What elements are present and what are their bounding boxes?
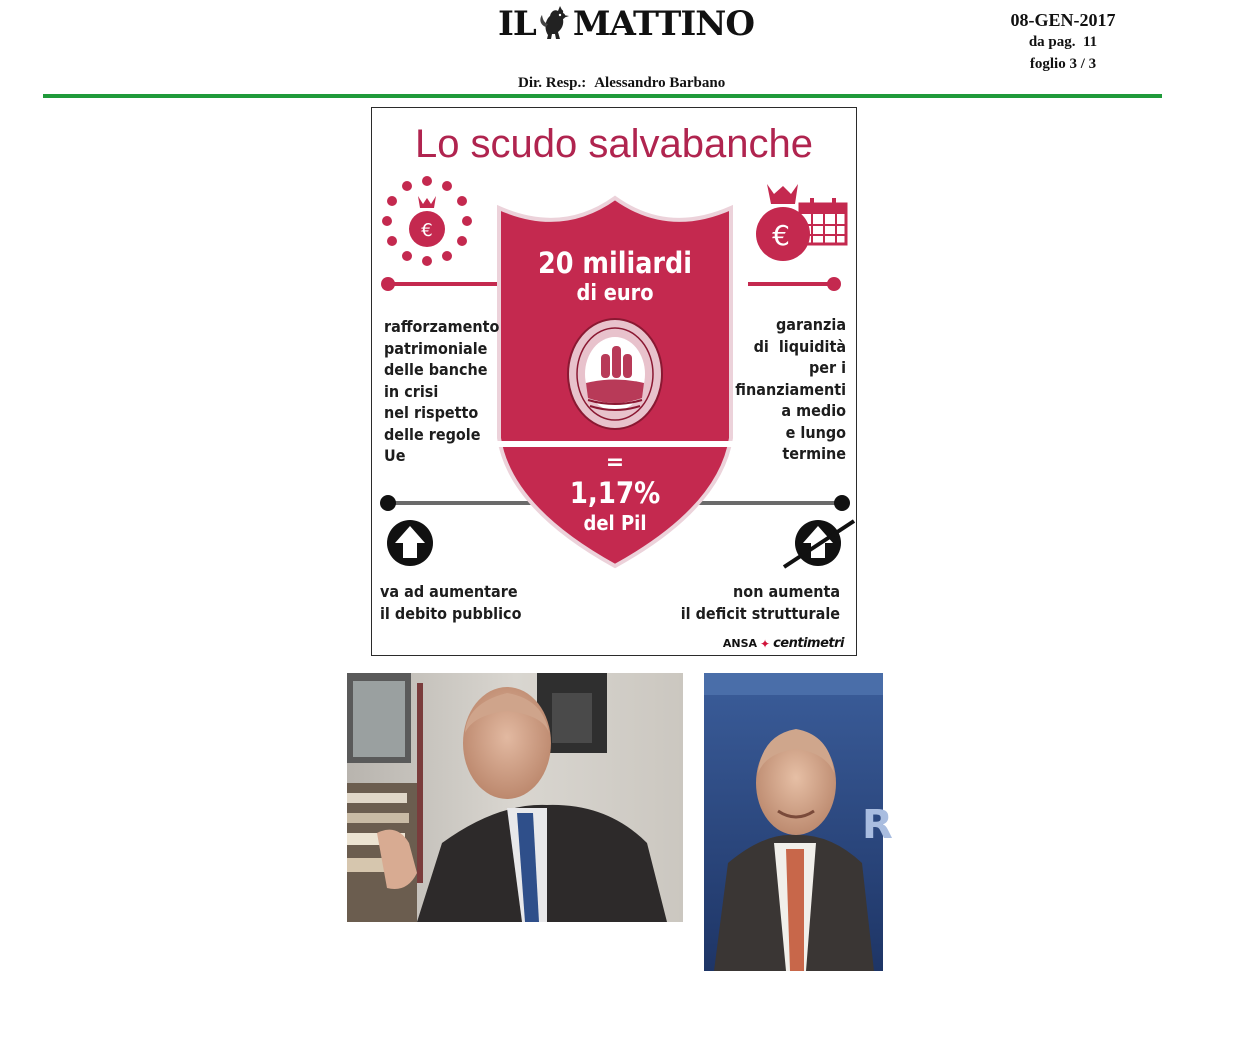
bottom-left-caption: [380, 581, 521, 624]
bottom-right-line: non aumenta: [732, 582, 840, 601]
svg-text:€: €: [421, 220, 433, 241]
infographic: [371, 107, 857, 656]
newspaper-logo: [498, 4, 770, 44]
bottom-left-line: il debito pubblico: [380, 603, 522, 623]
director-name: Alessandro Barbano: [594, 75, 726, 91]
left-line: delle banche: [384, 360, 488, 379]
page-reference: da pag. 11: [1028, 34, 1098, 50]
bottom-right-dot: [834, 495, 850, 511]
infographic-credit: [723, 636, 844, 651]
eu-stars-money-bag-icon: [382, 176, 472, 266]
issue-date: 08-GEN-2017: [1010, 10, 1116, 30]
credit-star-icon: ✦: [760, 636, 771, 651]
shield-unit: di euro: [576, 281, 654, 306]
left-description: [384, 316, 499, 467]
bottom-right-line: il deficit strutturale: [680, 603, 840, 623]
right-line: termine: [782, 444, 846, 463]
bottom-left-line: va ad aumentare: [380, 582, 518, 601]
photo-man-smiling: [704, 673, 893, 971]
photo-2-image: [704, 673, 893, 971]
director-label: Dir. Resp.:: [518, 75, 587, 91]
left-line: in crisi: [384, 381, 439, 401]
right-line: a medio: [781, 401, 846, 420]
left-line: rafforzamento: [384, 317, 500, 336]
left-line: Ue: [384, 446, 406, 465]
top-left-dot: [381, 277, 395, 291]
left-line: patrimoniale: [384, 338, 488, 358]
right-line: garanzia: [775, 315, 846, 334]
credit-brand: centimetri: [773, 636, 844, 651]
header-divider: [43, 94, 1162, 98]
top-right-dot: [827, 277, 841, 291]
shield-percent-label: del Pil: [583, 511, 647, 535]
logo-il: IL: [498, 4, 536, 44]
right-line: e lungo: [785, 422, 846, 442]
left-line: delle regole: [384, 424, 481, 444]
date-block: [990, 9, 1136, 75]
right-line: finanziamenti: [735, 379, 846, 399]
shield-equals: =: [605, 450, 625, 475]
right-description: [735, 314, 846, 465]
sheet-reference: foglio 3 / 3: [1029, 56, 1097, 72]
no-arrow-up-icon: [784, 520, 854, 567]
bottom-left-dot: [380, 495, 396, 511]
left-line: nel rispetto: [384, 403, 479, 422]
bottom-right-caption: [681, 581, 840, 624]
logo-mattino: MATTINO: [572, 4, 754, 44]
right-line: di liquidità: [753, 336, 846, 356]
photo-man-gesturing: [347, 673, 683, 922]
bank-of-italy-seal-icon: [568, 319, 662, 429]
credit-agency: ANSA: [722, 637, 758, 650]
svg-text:R: R: [862, 802, 893, 848]
infographic-title: Lo scudo salvabanche: [414, 122, 814, 166]
rooster-icon: [538, 5, 572, 43]
arrow-up-icon: [387, 520, 433, 566]
money-bag-calendar-icon: [756, 184, 846, 261]
svg-text:€: €: [772, 219, 790, 252]
right-line: per i: [808, 358, 846, 377]
shield-percent: 1,17%: [569, 476, 661, 510]
shield-amount: 20 miliardi: [537, 246, 693, 280]
photo-1-image: [347, 673, 683, 922]
director-line: [518, 75, 725, 92]
